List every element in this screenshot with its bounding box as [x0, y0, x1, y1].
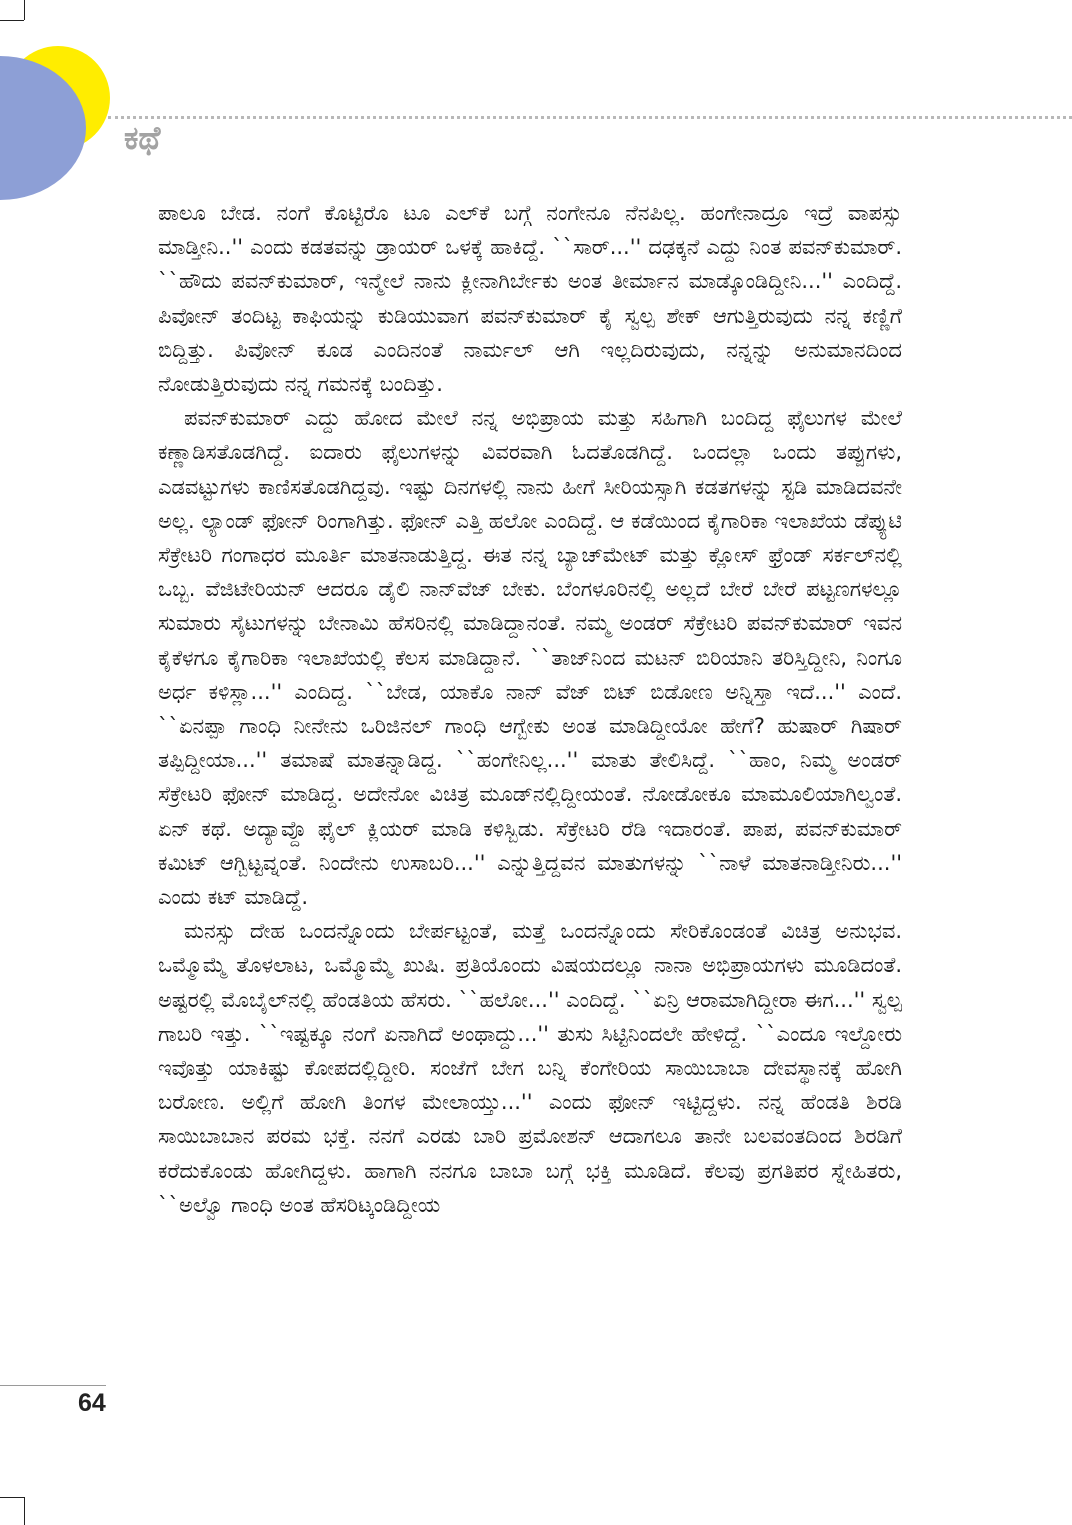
section-title: ಕಥೆ — [124, 119, 161, 157]
header-dotted-rule — [108, 116, 1072, 119]
story-paragraph: ಪಾಲೂ ಬೇಡ. ನಂಗೆ ಕೊಟ್ಟಿರೊ ಟೂ ಎಲ್‌ಕೆ ಬಗ್ಗೆ ನಂಗೇನೂ ನೆನಪಿಲ್ಲ. ಹಂಗೇನಾದ್ರೂ ಇದ್ರೆ ವಾಪಸ್ಸು ಮಾಡ್ತೀನಿ..'' ಎಂದು ಕಡತವನ್ನು ಡ್ರಾಯರ್ ಒಳಕ್ಕೆ ಹಾಕಿದ್ದೆ. ``ಸಾರ್...'' ದಢಕ್ಕನೆ ಎದ್ದು ನಿಂತ ಪವನ್‌ಕುಮಾರ್. ``ಹೌದು ಪವನ್‌ಕುಮಾರ್, ಇನ್ಮೇಲೆ ನಾನು ಕ್ಲೀನಾಗಿರ್ಬೇಕು ಅಂತ ತೀರ್ಮಾನ ಮಾಡ್ಕೊಂಡಿದ್ದೀನಿ...'' ಎಂದಿದ್ದೆ. ಪಿವೋನ್ ತಂದಿಟ್ಟ ಕಾಫಿಯನ್ನು ಕುಡಿಯುವಾಗ ಪವನ್‌ಕುಮಾರ್ ಕೈ ಸ್ವಲ್ಪ ಶೇಕ್ ಆಗುತ್ತಿರುವುದು ನನ್ನ ಕಣ್ಣಿಗೆ ಬಿದ್ದಿತ್ತು. ಪಿವೋನ್ ಕೂಡ ಎಂದಿನಂತೆ ನಾರ್ಮಲ್ ಆಗಿ ಇಲ್ಲದಿರುವುದು, ನನ್ನನ್ನು ಅನುಮಾನದಿಂದ ನೋಡುತ್ತಿರುವುದು ನನ್ನ ಗಮನಕ್ಕೆ ಬಂದಿತ್ತು. — [158, 201, 902, 397]
page-number: 64 — [78, 1389, 106, 1417]
crop-mark-top-horizontal — [0, 20, 24, 21]
crop-mark-top-vertical — [24, 0, 25, 20]
crop-mark-bottom-horizontal — [0, 1497, 24, 1498]
story-body — [158, 196, 902, 1222]
story-paragraph: ಪವನ್‌ಕುಮಾರ್ ಎದ್ದು ಹೋದ ಮೇಲೆ ನನ್ನ ಅಭಿಪ್ರಾಯ ಮತ್ತು ಸಹಿಗಾಗಿ ಬಂದಿದ್ದ ಫೈಲುಗಳ ಮೇಲೆ ಕಣ್ಣಾಡಿಸತೊಡಗಿದ್ದೆ. ಐದಾರು ಫೈಲುಗಳನ್ನು ವಿವರವಾಗಿ ಓದತೊಡಗಿದ್ದೆ. ಒಂದಲ್ಲಾ ಒಂದು ತಪ್ಪುಗಳು, ಎಡವಟ್ಟುಗಳು ಕಾಣಿಸತೊಡಗಿದ್ದವು. ಇಷ್ಟು ದಿನಗಳಲ್ಲಿ ನಾನು ಹೀಗೆ ಸೀರಿಯಸ್ಸಾಗಿ ಕಡತಗಳನ್ನು ಸ್ಟಡಿ ಮಾಡಿದವನೇ ಅಲ್ಲ. ಲ್ಯಾಂಡ್ ಫೋನ್ ರಿಂಗಾಗಿತ್ತು. ಫೋನ್ ಎತ್ತಿ ಹಲೋ ಎಂದಿದ್ದೆ. ಆ ಕಡೆಯಿಂದ ಕೈಗಾರಿಕಾ ಇಲಾಖೆಯ ಡೆಪ್ಯುಟಿ ಸೆಕ್ರೇಟರಿ ಗಂಗಾಧರ ಮೂರ್ತಿ ಮಾತನಾಡುತ್ತಿದ್ದ. ಈತ ನನ್ನ ಬ್ಯಾಚ್‌ಮೇಟ್ ಮತ್ತು ಕ್ಲೋಸ್ ಫ್ರೆಂಡ್ ಸರ್ಕಲ್‌ನಲ್ಲಿ ಒಬ್ಬ. ವೆಜಿಟೇರಿಯನ್ ಆದರೂ ಡೈಲಿ ನಾನ್‌ವೆಜ್ ಬೇಕು. ಬೆಂಗಳೂರಿನಲ್ಲಿ ಅಲ್ಲದೆ ಬೇರೆ ಬೇರೆ ಪಟ್ಟಣಗಳಲ್ಲೂ ಸುಮಾರು ಸೈಟುಗಳನ್ನು ಬೇನಾಮಿ ಹೆಸರಿನಲ್ಲಿ ಮಾಡಿದ್ದಾನಂತೆ. ನಮ್ಮ ಅಂಡರ್ ಸೆಕ್ರೇಟರಿ ಪವನ್‌ಕುಮಾರ್ ಇವನ ಕೈಕೆಳಗೂ ಕೈಗಾರಿಕಾ ಇಲಾಖೆಯಲ್ಲಿ ಕೆಲಸ ಮಾಡಿದ್ದಾನೆ. ``ತಾಜ್‌ನಿಂದ ಮಟನ್ ಬಿರಿಯಾನಿ ತರಿಸ್ತಿದ್ದೀನಿ, ನಿಂಗೂ ಅರ್ಧ ಕಳಿಸ್ಲಾ...'' ಎಂದಿದ್ದ. ``ಬೇಡ, ಯಾಕೊ ನಾನ್ ವೆಜ್ ಬಿಟ್ ಬಿಡೋಣ ಅನ್ನಿಸ್ತಾ ಇದೆ...'' ಎಂದೆ. ``ಏನಪ್ಪಾ ಗಾಂಧಿ ನೀನೇನು ಒರಿಜಿನಲ್ ಗಾಂಧಿ ಆಗ್ಬೇಕು ಅಂತ ಮಾಡಿದ್ದೀಯೋ ಹೇಗೆ? ಹುಷಾರ್ ಗಿಷಾರ್ ತಪ್ಪಿದ್ದೀಯಾ...'' ತಮಾಷೆ ಮಾತನ್ನಾಡಿದ್ದ. ``ಹಂಗೇನಿಲ್ಲ...'' ಮಾತು ತೇಲಿಸಿದ್ದೆ. ``ಹಾಂ, ನಿಮ್ಮ ಅಂಡರ್ ಸೆಕ್ರೇಟರಿ ಫೋನ್ ಮಾಡಿದ್ದ. ಅದೇನೋ ವಿಚಿತ್ರ ಮೂಡ್‌ನಲ್ಲಿದ್ದೀಯಂತೆ. ನೋಡೋಕೂ ಮಾಮೂಲಿಯಾಗಿಲ್ವಂತೆ. ಏನ್ ಕಥೆ. ಅದ್ಯಾವ್ದೊ ಫೈಲ್ ಕ್ಲಿಯರ್ ಮಾಡಿ ಕಳಿಸ್ಬಿಡು. ಸೆಕ್ರೇಟರಿ ರೆಡಿ ಇದಾರಂತೆ. ಪಾಪ, ಪವನ್‌ಕುಮಾರ್ ಕಮಿಟ್ ಆಗ್ಬಿಟ್ಟವ್ನಂತೆ. ನಿಂದೇನು ಉಸಾಬರಿ...'' ಎನ್ನುತ್ತಿದ್ದವನ ಮಾತುಗಳನ್ನು ``ನಾಳೆ ಮಾತನಾಡ್ತೀನಿರು...'' ಎಂದು ಕಟ್ ಮಾಡಿದ್ದೆ. — [158, 406, 902, 910]
footer-rule — [0, 1385, 106, 1386]
crop-mark-bottom-vertical — [24, 1497, 25, 1525]
story-paragraph: ಮನಸ್ಸು ದೇಹ ಒಂದನ್ನೊಂದು ಬೇರ್ಪಟ್ಟಂತೆ, ಮತ್ತೆ ಒಂದನ್ನೊಂದು ಸೇರಿಕೊಂಡಂತೆ ವಿಚಿತ್ರ ಅನುಭವ. ಒಮ್ಮೊಮ್ಮೆ ತೊಳಲಾಟ, ಒಮ್ಮೊಮ್ಮೆ ಖುಷಿ. ಪ್ರತಿಯೊಂದು ವಿಷಯದಲ್ಲೂ ನಾನಾ ಅಭಿಪ್ರಾಯಗಳು ಮೂಡಿದಂತೆ. ಅಷ್ಟರಲ್ಲಿ ಮೊಬೈಲ್‌ನಲ್ಲಿ ಹೆಂಡತಿಯ ಹೆಸರು. ``ಹಲೋ...'' ಎಂದಿದ್ದೆ. ``ಏನ್ರಿ ಆರಾಮಾಗಿದ್ದೀರಾ ಈಗ...'' ಸ್ವಲ್ಪ ಗಾಬರಿ ಇತ್ತು. ``ಇಷ್ಟಕ್ಕೂ ನಂಗೆ ಏನಾಗಿದೆ ಅಂಥಾದ್ದು...'' ತುಸು ಸಿಟ್ಟಿನಿಂದಲೇ ಹೇಳಿದ್ದೆ. ``ಎಂದೂ ಇಲ್ದೋರು ಇವೊತ್ತು ಯಾಕಿಷ್ಟು ಕೋಪದಲ್ಲಿದ್ದೀರಿ. ಸಂಜೆಗೆ ಬೇಗ ಬನ್ನಿ ಕೆಂಗೇರಿಯ ಸಾಯಿಬಾಬಾ ದೇವಸ್ಥಾನಕ್ಕೆ ಹೋಗಿ ಬರೋಣ. ಅಲ್ಲಿಗೆ ಹೋಗಿ ತಿಂಗಳ ಮೇಲಾಯ್ತು...'' ಎಂದು ಫೋನ್ ಇಟ್ಟಿದ್ದಳು. ನನ್ನ ಹೆಂಡತಿ ಶಿರಡಿ ಸಾಯಿಬಾಬಾನ ಪರಮ ಭಕ್ತೆ. ನನಗೆ ಎರಡು ಬಾರಿ ಪ್ರಮೋಶನ್ ಆದಾಗಲೂ ತಾನೇ ಬಲವಂತದಿಂದ ಶಿರಡಿಗೆ ಕರೆದುಕೊಂಡು ಹೋಗಿದ್ದಳು. ಹಾಗಾಗಿ ನನಗೂ ಬಾಬಾ ಬಗ್ಗೆ ಭಕ್ತಿ ಮೂಡಿದೆ. ಕೆಲವು ಪ್ರಗತಿಪರ ಸ್ನೇಹಿತರು, ``ಅಲ್ವೊ ಗಾಂಧಿ ಅಂತ ಹೆಸರಿಟ್ಕಂಡಿದ್ದೀಯ — [158, 919, 902, 1217]
